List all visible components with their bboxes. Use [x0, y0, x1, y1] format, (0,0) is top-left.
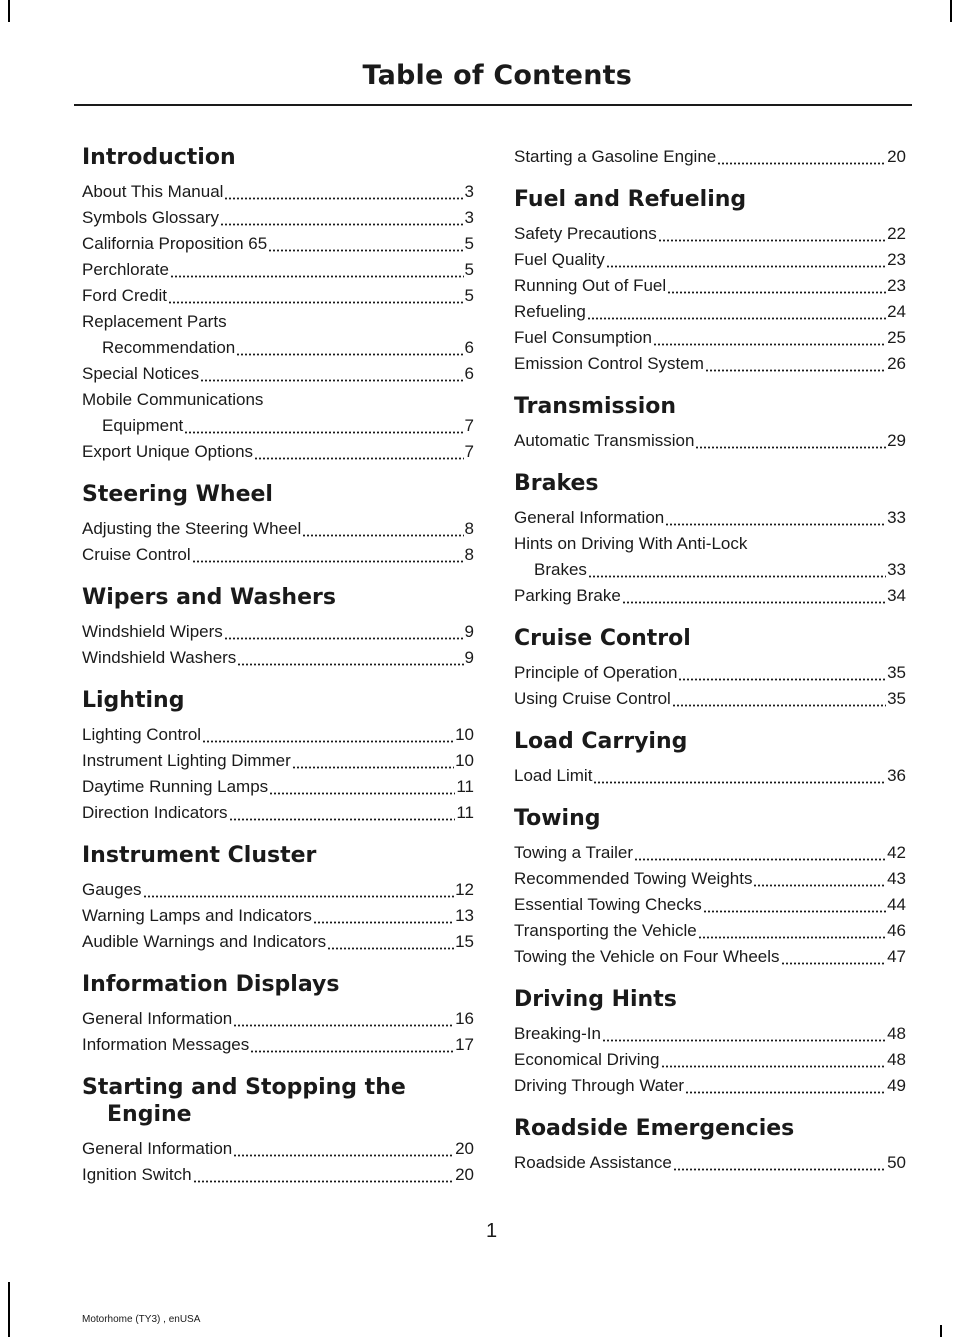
entry-title: Symbols Glossary — [82, 208, 219, 227]
entry-title: Recommended Towing Weights — [514, 869, 753, 888]
entry-title: Special Notices — [82, 364, 200, 383]
dot-leader — [653, 343, 886, 346]
dot-leader — [678, 678, 886, 681]
entry-title: Emission Control System — [514, 354, 704, 373]
entry-title: Cruise Control — [82, 545, 191, 564]
toc-section — [82, 687, 474, 826]
entry-page: 6 — [464, 338, 474, 357]
dot-leader — [698, 936, 886, 939]
entry-page: 5 — [464, 286, 474, 305]
entry-title: Refueling — [514, 302, 586, 321]
dot-leader — [229, 818, 456, 821]
dot-leader — [622, 601, 886, 604]
crop-mark-bottom-right — [940, 1325, 942, 1337]
toc-section — [82, 144, 474, 465]
entry-title: Towing a Trailer — [514, 843, 634, 862]
toc-entry[interactable] — [82, 231, 474, 257]
dot-leader — [302, 534, 463, 537]
entry-title: Using Cruise Control — [514, 689, 671, 708]
entry-title: General Information — [514, 508, 665, 527]
entry-title: Perchlorate — [82, 260, 169, 279]
entry-title: Safety Precautions — [514, 224, 657, 243]
entry-page: 5 — [464, 260, 474, 279]
entry-page: 20 — [455, 1165, 474, 1184]
toc-entry[interactable] — [82, 800, 474, 826]
dot-leader — [665, 523, 886, 526]
section-heading: Lighting — [82, 688, 185, 713]
toc-entry[interactable] — [514, 428, 906, 454]
dot-leader — [233, 1024, 454, 1027]
entry-title: General Information — [82, 1139, 233, 1158]
entry-title: Roadside Assistance — [514, 1153, 672, 1172]
toc-entry[interactable] — [82, 257, 474, 283]
toc-entry[interactable] — [514, 918, 906, 944]
toc-entry[interactable] — [514, 273, 906, 299]
entry-title: Economical Driving — [514, 1050, 660, 1069]
dot-leader — [658, 239, 886, 242]
toc-entry[interactable] — [514, 221, 906, 247]
entry-title: Mobile Communications — [82, 390, 264, 409]
entry-title: Windshield Wipers — [82, 622, 223, 641]
toc-entry[interactable] — [82, 1032, 474, 1058]
toc-section — [82, 481, 474, 568]
toc-entry[interactable] — [514, 660, 906, 686]
section-heading: Information Displays — [82, 972, 340, 997]
entry-page: 35 — [887, 663, 906, 682]
entry-title: Daytime Running Lamps — [82, 777, 269, 796]
dot-leader — [170, 275, 464, 278]
toc-section — [514, 186, 906, 377]
entry-page: 33 — [887, 508, 906, 527]
section-heading: Fuel and Refueling — [514, 187, 747, 212]
toc-section — [514, 393, 906, 454]
section-heading: Driving Hints — [514, 987, 677, 1012]
entry-title: Gauges — [82, 880, 142, 899]
entry-page: 6 — [464, 364, 474, 383]
section-heading: Introduction — [82, 145, 236, 170]
toc-entry[interactable] — [514, 1073, 906, 1099]
dot-leader — [237, 663, 463, 666]
toc-entry[interactable] — [514, 866, 906, 892]
dot-leader — [224, 197, 463, 200]
toc-entry[interactable] — [514, 944, 906, 970]
dot-leader — [200, 379, 463, 382]
toc-entry[interactable] — [82, 439, 474, 465]
toc-entry[interactable] — [514, 247, 906, 273]
toc-column-right — [514, 144, 906, 1192]
toc-entry[interactable] — [82, 722, 474, 748]
dot-leader — [233, 1154, 454, 1157]
entry-page: 36 — [887, 766, 906, 785]
entry-page: 3 — [464, 208, 474, 227]
toc-entry[interactable] — [82, 1136, 474, 1162]
dot-leader — [593, 781, 886, 784]
entry-page: 8 — [464, 519, 474, 538]
dot-leader — [192, 560, 464, 563]
entry-page: 50 — [887, 1153, 906, 1172]
toc-entry[interactable] — [514, 144, 906, 170]
entry-page: 20 — [455, 1139, 474, 1158]
toc-entry[interactable] — [82, 645, 474, 671]
entry-page: 34 — [887, 586, 906, 605]
toc-entry[interactable] — [82, 903, 474, 929]
dot-leader — [717, 162, 886, 165]
toc-entry[interactable] — [514, 1021, 906, 1047]
entry-page: 16 — [455, 1009, 474, 1028]
entry-page: 20 — [887, 147, 906, 166]
toc-entry[interactable] — [82, 205, 474, 231]
entry-page: 47 — [887, 947, 906, 966]
toc-entry[interactable] — [82, 774, 474, 800]
dot-leader — [685, 1091, 886, 1094]
dot-leader — [269, 792, 455, 795]
entry-page: 48 — [887, 1024, 906, 1043]
entry-title: Fuel Consumption — [514, 328, 652, 347]
entry-page: 17 — [455, 1035, 474, 1054]
dot-leader — [588, 575, 886, 578]
entry-page: 13 — [455, 906, 474, 925]
dot-leader — [587, 317, 886, 320]
entry-title: California Proposition 65 — [82, 234, 268, 253]
page-title: Table of Contents — [362, 60, 632, 91]
entry-page: 8 — [464, 545, 474, 564]
toc-section — [514, 625, 906, 712]
toc-entry[interactable] — [514, 763, 906, 789]
entry-page: 23 — [887, 250, 906, 269]
entry-title: Starting a Gasoline Engine — [514, 147, 717, 166]
entry-title: Running Out of Fuel — [514, 276, 667, 295]
entry-page: 49 — [887, 1076, 906, 1095]
dot-leader — [250, 1050, 454, 1053]
toc-section — [514, 470, 906, 609]
entry-page: 3 — [464, 182, 474, 201]
section-heading: Starting and Stopping the Engine — [82, 1075, 406, 1127]
toc-entry[interactable] — [514, 1150, 906, 1176]
entry-title: Direction Indicators — [82, 803, 228, 822]
toc-column-left — [82, 144, 474, 1204]
dot-leader — [634, 858, 886, 861]
entry-page: 35 — [887, 689, 906, 708]
toc-section — [82, 1074, 474, 1188]
toc-entry[interactable] — [82, 179, 474, 205]
entry-page: 44 — [887, 895, 906, 914]
dot-leader — [236, 353, 463, 356]
crop-mark-top-right — [950, 0, 952, 22]
section-heading: Roadside Emergencies — [514, 1116, 795, 1141]
entry-page: 26 — [887, 354, 906, 373]
title-divider — [74, 104, 912, 106]
entry-title-continued — [82, 413, 474, 439]
entry-title: Towing the Vehicle on Four Wheels — [514, 947, 780, 966]
dot-leader — [327, 947, 454, 950]
toc-entry[interactable] — [82, 309, 474, 361]
entry-page: 9 — [464, 622, 474, 641]
entry-page: 5 — [464, 234, 474, 253]
entry-title-continued — [82, 335, 474, 361]
toc-entry[interactable] — [514, 892, 906, 918]
dot-leader — [292, 766, 454, 769]
dot-leader — [193, 1180, 454, 1183]
toc-section — [514, 1115, 906, 1176]
toc-section — [82, 842, 474, 955]
entry-page: 10 — [455, 725, 474, 744]
entry-title-continued — [514, 557, 906, 583]
entry-page: 29 — [887, 431, 906, 450]
entry-title: Lighting Control — [82, 725, 202, 744]
toc-entry[interactable] — [514, 351, 906, 377]
dot-leader — [224, 637, 464, 640]
entry-title: About This Manual — [82, 182, 224, 201]
toc-entry[interactable] — [82, 877, 474, 903]
entry-page: 7 — [464, 442, 474, 461]
toc-entry[interactable] — [82, 387, 474, 439]
section-heading: Wipers and Washers — [82, 585, 336, 610]
toc-entry[interactable] — [514, 531, 906, 583]
toc-entry[interactable] — [82, 1006, 474, 1032]
dot-leader — [168, 301, 464, 304]
entry-title-line2: Equipment — [102, 416, 184, 435]
entry-title: Adjusting the Steering Wheel — [82, 519, 302, 538]
entry-page: 25 — [887, 328, 906, 347]
entry-title: Principle of Operation — [514, 663, 678, 682]
entry-title: Transporting the Vehicle — [514, 921, 697, 940]
entry-page: 24 — [887, 302, 906, 321]
dot-leader — [673, 1168, 886, 1171]
entry-title: General Information — [82, 1009, 233, 1028]
section-heading: Cruise Control — [514, 626, 691, 651]
section-heading: Towing — [514, 806, 601, 831]
entry-title: Export Unique Options — [82, 442, 254, 461]
toc-entry[interactable] — [82, 361, 474, 387]
toc-section — [514, 805, 906, 970]
toc-entry[interactable] — [82, 1162, 474, 1188]
toc-entry[interactable] — [82, 542, 474, 568]
toc-entry[interactable] — [514, 1047, 906, 1073]
entry-page: 11 — [456, 777, 474, 796]
entry-title: Ignition Switch — [82, 1165, 192, 1184]
toc-section — [82, 971, 474, 1058]
toc-entry[interactable] — [514, 299, 906, 325]
footer-document-id: Motorhome (TY3) , enUSA — [82, 1314, 201, 1325]
section-heading: Transmission — [514, 394, 677, 419]
entry-title: Windshield Washers — [82, 648, 237, 667]
entry-page: 12 — [455, 880, 474, 899]
entry-title: Breaking-In — [514, 1024, 601, 1043]
toc-entry[interactable] — [82, 283, 474, 309]
dot-leader — [202, 740, 454, 743]
section-heading: Steering Wheel — [82, 482, 273, 507]
entry-page: 15 — [455, 932, 474, 951]
dot-leader — [268, 249, 463, 252]
dot-leader — [606, 265, 886, 268]
entry-page: 9 — [464, 648, 474, 667]
entry-title-line2: Recommendation — [102, 338, 236, 357]
entry-title: Parking Brake — [514, 586, 621, 605]
entry-page: 22 — [887, 224, 906, 243]
crop-mark-top-left — [8, 0, 10, 22]
entry-page: 48 — [887, 1050, 906, 1069]
entry-title: Ford Credit — [82, 286, 168, 305]
dot-leader — [667, 291, 886, 294]
entry-page: 10 — [455, 751, 474, 770]
entry-title: Fuel Quality — [514, 250, 605, 269]
toc-section — [82, 584, 474, 671]
entry-title: Hints on Driving With Anti-Lock — [514, 534, 748, 553]
toc-entry[interactable] — [514, 505, 906, 531]
toc-entry[interactable] — [82, 929, 474, 955]
toc-entry[interactable] — [514, 325, 906, 351]
entry-title: Replacement Parts — [82, 312, 227, 331]
dot-leader — [184, 431, 463, 434]
toc-section — [514, 986, 906, 1099]
dot-leader — [703, 910, 886, 913]
dot-leader — [695, 446, 886, 449]
toc-entry[interactable] — [82, 619, 474, 645]
entry-title: Driving Through Water — [514, 1076, 685, 1095]
dot-leader — [661, 1065, 887, 1068]
entry-title-line2: Brakes — [534, 560, 587, 579]
toc-entry[interactable] — [82, 516, 474, 542]
section-heading: Load Carrying — [514, 729, 688, 754]
toc-entry[interactable] — [514, 583, 906, 609]
dot-leader — [705, 369, 886, 372]
toc-entry[interactable] — [82, 748, 474, 774]
dot-leader — [672, 704, 886, 707]
entry-page: 23 — [887, 276, 906, 295]
section-heading: Brakes — [514, 471, 599, 496]
dot-leader — [313, 921, 454, 924]
entry-title: Essential Towing Checks — [514, 895, 702, 914]
dot-leader — [220, 223, 464, 226]
entry-page: 43 — [887, 869, 906, 888]
crop-mark-bottom-left — [8, 1282, 10, 1337]
entry-title: Instrument Lighting Dimmer — [82, 751, 291, 770]
dot-leader — [602, 1039, 886, 1042]
dot-leader — [143, 895, 455, 898]
toc-section — [514, 144, 906, 170]
entry-page: 7 — [464, 416, 474, 435]
entry-page: 33 — [887, 560, 906, 579]
toc-section — [514, 728, 906, 789]
toc-entry[interactable] — [514, 686, 906, 712]
dot-leader — [753, 884, 886, 887]
toc-entry[interactable] — [514, 840, 906, 866]
section-heading: Instrument Cluster — [82, 843, 317, 868]
entry-page: 46 — [887, 921, 906, 940]
entry-page: 42 — [887, 843, 906, 862]
entry-title: Audible Warnings and Indicators — [82, 932, 327, 951]
dot-leader — [781, 962, 887, 965]
entry-title: Information Messages — [82, 1035, 250, 1054]
entry-title: Load Limit — [514, 766, 593, 785]
entry-title: Automatic Transmission — [514, 431, 695, 450]
dot-leader — [254, 457, 463, 460]
page-number: 1 — [486, 1220, 498, 1242]
entry-title: Warning Lamps and Indicators — [82, 906, 312, 925]
entry-page: 11 — [456, 803, 474, 822]
